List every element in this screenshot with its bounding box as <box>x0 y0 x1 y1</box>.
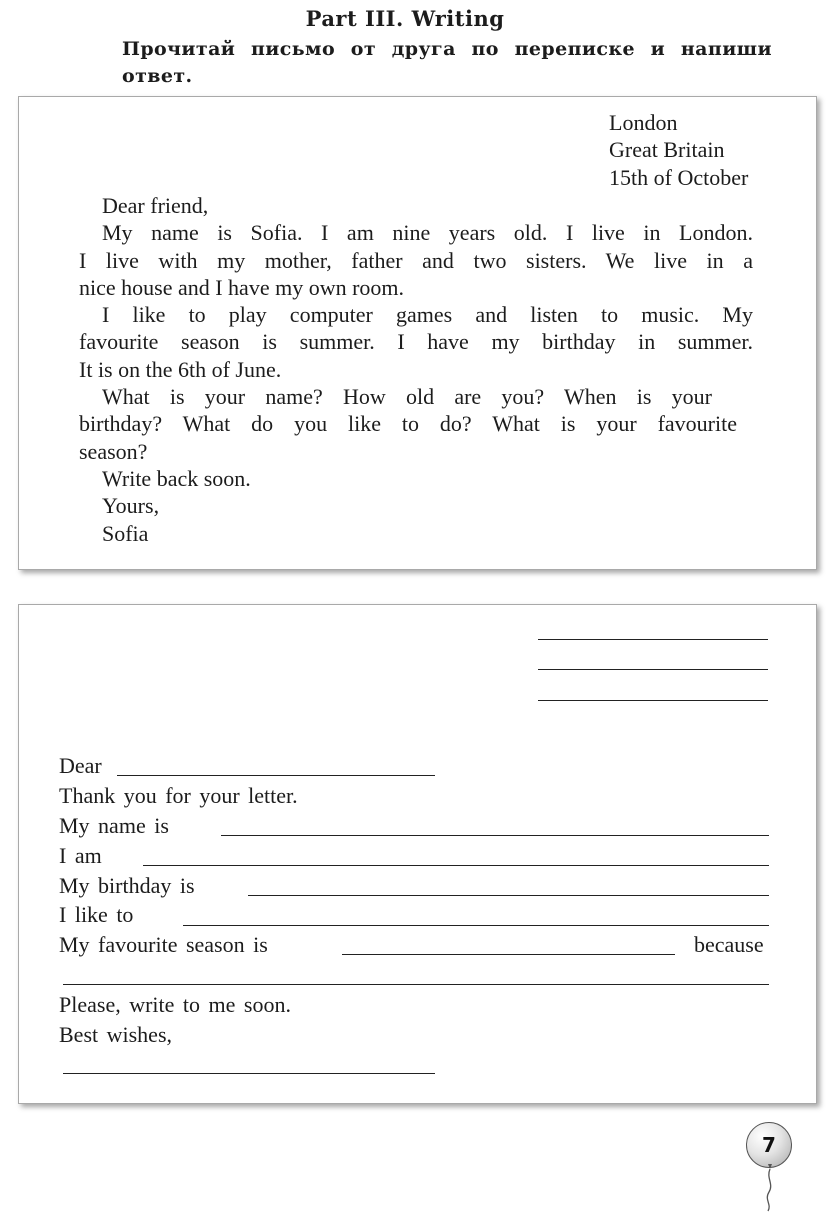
letter-signature: Sofia <box>102 520 149 546</box>
like-prompt: I like to <box>59 902 134 927</box>
letter-line: It is on the 6th of June. <box>79 356 282 382</box>
season-answer-line[interactable] <box>342 954 675 955</box>
letter-line: I like to play computer games and listen to music. My <box>102 302 753 328</box>
because-label: because <box>694 932 764 957</box>
write-soon-text: Please, write to me soon. <box>59 992 291 1017</box>
letter-address <box>609 109 748 191</box>
letter-line: nice house and I have my own room. <box>79 274 405 300</box>
balloon-string-icon <box>750 1164 790 1212</box>
like-answer-line[interactable] <box>183 925 769 926</box>
page-number: 7 <box>762 1133 776 1157</box>
dear-label: Dear <box>59 753 102 778</box>
thank-you-text: Thank you for your letter. <box>59 783 298 808</box>
letter-line: birthday? What do you like to do? What is your favourite <box>79 411 737 437</box>
signature-line[interactable] <box>63 1073 435 1074</box>
letter-line: I live with my mother, father and two sisters. We live in a <box>79 247 753 273</box>
name-answer-line[interactable] <box>221 835 769 836</box>
friend-letter-box <box>18 96 817 570</box>
letter-line: favourite season is summer. I have my birthday in summer. <box>79 329 753 355</box>
letter-line: What is your name? How old are you? When is your <box>102 384 712 410</box>
letter-line: My name is Sofia. I am nine years old. I live in London. <box>102 220 753 246</box>
season-prompt: My favourite season is <box>59 932 268 957</box>
letter-closing: Write back soon. <box>102 465 251 491</box>
address-country: Great Britain <box>609 137 725 163</box>
page-number-balloon <box>746 1122 792 1168</box>
reply-letter-box <box>18 604 817 1104</box>
address-line-2[interactable] <box>538 669 768 670</box>
reason-answer-line[interactable] <box>63 984 769 985</box>
birthday-prompt: My birthday is <box>59 873 195 898</box>
address-line-1[interactable] <box>538 639 768 640</box>
letter-signoff: Yours, <box>102 493 160 519</box>
age-answer-line[interactable] <box>143 865 769 866</box>
birthday-answer-line[interactable] <box>248 895 769 896</box>
letter-line: season? <box>79 438 148 464</box>
instruction-line-1: Прочитай письмо от друга по переписке и напиши <box>122 38 772 60</box>
address-line-3[interactable] <box>538 700 768 701</box>
task-instruction <box>122 36 772 90</box>
address-date: 15th of October <box>609 164 749 190</box>
page-title: Part III. Writing <box>305 6 505 31</box>
instruction-line-2: ответ. <box>122 65 193 87</box>
letter-greeting: Dear friend, <box>102 193 209 218</box>
dear-name-line[interactable] <box>117 775 435 776</box>
age-prompt: I am <box>59 843 102 868</box>
name-prompt: My name is <box>59 813 169 838</box>
letter-body <box>79 192 753 547</box>
best-wishes-text: Best wishes, <box>59 1022 172 1047</box>
address-city: London <box>609 110 678 135</box>
